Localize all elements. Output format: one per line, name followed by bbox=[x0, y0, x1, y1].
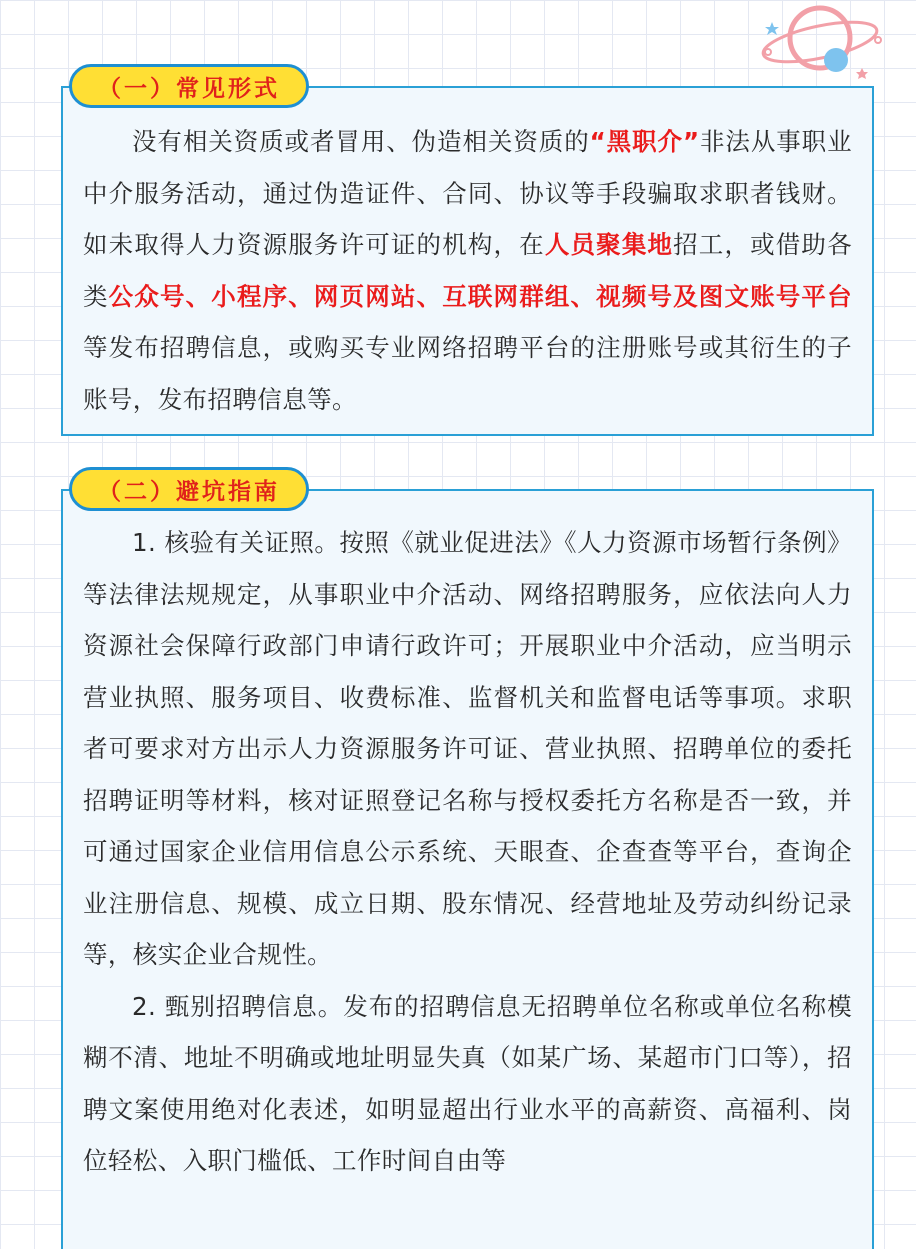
body-text: 招工，或借助各类 bbox=[83, 230, 852, 311]
section-badge: （二）避坑指南 bbox=[69, 467, 309, 511]
body-text: 等发布招聘信息，或购买专业网络招聘平台的注册账号或其衍生的子账号，发布招聘信息等。 bbox=[83, 333, 852, 414]
paragraph-verify-licenses: 1. 核验有关证照。按照《就业促进法》《人力资源市场暂行条例》等法律法规规定，从事职业中介活动、网络招聘服务，应依法向人力资源社会保障行政部门申请行政许可；开展职业中介活动，应当明示营业执照、服务项目、收费标准、监督机关和监督电话等事项。求职者可要求对方出示人力资源服务许可证、营业执照、招聘单位的委托招聘证明等材料，核对证照登记名称与授权委托方名称是否一致，并可通过国家企业信用信息公示系统、天眼查、企查查等平台，查询企业注册信息、规模、成立日期、股东情况、经营地址及劳动纠纷记录等，核实企业合规性。 bbox=[83, 528, 852, 969]
highlighted-text: 公众号、小程序、网页网站、互联网群组、视频号及图文账号平台 bbox=[108, 281, 852, 311]
section-paragraphs bbox=[83, 517, 852, 1187]
section-avoid-guide bbox=[61, 467, 874, 1227]
highlighted-text: 人员聚集地 bbox=[544, 230, 674, 259]
section-badge: （一）常见形式 bbox=[69, 64, 309, 108]
section-content-box bbox=[61, 86, 874, 436]
section-common-forms bbox=[61, 64, 874, 438]
highlighted-text: “黑职介” bbox=[589, 127, 700, 156]
section-paragraph bbox=[83, 116, 852, 425]
body-text: 非法从事职业中介服务活动，通过伪造证件、合同、协议等手段骗取求职者钱财。如未取得人力资源服务许可证的机构，在 bbox=[83, 127, 852, 259]
paragraph-screen-recruitment: 2. 甄别招聘信息。发布的招聘信息无招聘单位名称或单位名称模糊不清、地址不明确或地址明显失真（如某广场、某超市门口等），招聘文案使用绝对化表述，如明显超出行业水平的高薪资、高福利、岗位轻松、入职门槛低、工作时间自由等 bbox=[83, 991, 852, 1175]
section-content-box bbox=[61, 489, 874, 1249]
body-text: 没有相关资质或者冒用、伪造相关资质的 bbox=[132, 127, 590, 156]
